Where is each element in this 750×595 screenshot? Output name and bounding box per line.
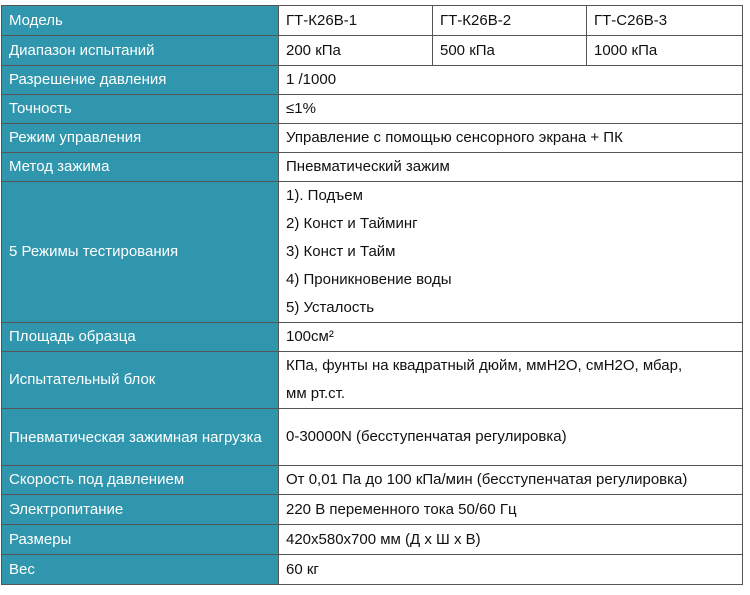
row-label-units: Испытательный блок [2, 352, 279, 409]
row-label-accuracy: Точность [2, 95, 279, 124]
load-label-line: нагрузка [201, 428, 262, 446]
row-label-weight: Вес [2, 555, 279, 585]
mode-item: 2) Конст и Тайминг [286, 215, 418, 232]
speed-value: От 0,01 Па до 100 кПа/мин (бесступенчатая регулировка) [279, 466, 743, 495]
units-line: мм рт.ст. [286, 385, 346, 402]
resolution-value: 1 /1000 [279, 66, 743, 95]
table-row-modes [2, 182, 743, 323]
range-value-3: 1000 кПа [587, 36, 743, 66]
area-value: 100см² [279, 323, 743, 352]
table-row-area [2, 323, 743, 352]
specifications-table [1, 5, 743, 585]
row-label-power: Электропитание [2, 495, 279, 525]
table-row-resolution [2, 66, 743, 95]
table-row-clamping [2, 153, 743, 182]
load-value: 0-30000N (бесступенчатая регулировка) [279, 409, 743, 466]
table-row-units [2, 352, 743, 409]
model-value-3: ГТ-С26В-3 [587, 6, 743, 36]
load-label-line: Пневматическая зажимная [9, 428, 198, 446]
table-row-control [2, 124, 743, 153]
row-label-dimensions: Размеры [2, 525, 279, 555]
row-label-model: Модель [2, 6, 279, 36]
mode-item: 4) Проникновение воды [286, 271, 452, 288]
table-row-accuracy [2, 95, 743, 124]
dimensions-value: 420x580x700 мм (Д х Ш х В) [279, 525, 743, 555]
table-row-power [2, 495, 743, 525]
range-value-1: 200 кПа [279, 36, 433, 66]
row-label-control: Режим управления [2, 124, 279, 153]
table-row-speed [2, 466, 743, 495]
row-label-area: Площадь образца [2, 323, 279, 352]
row-label-range: Диапазон испытаний [2, 36, 279, 66]
clamping-value: Пневматический зажим [279, 153, 743, 182]
modes-list [279, 182, 743, 323]
table-row-dimensions [2, 525, 743, 555]
row-label-modes: 5 Режимы тестирования [2, 182, 279, 323]
table-row-weight [2, 555, 743, 585]
mode-item: 1). Подъем [286, 187, 363, 204]
weight-value: 60 кг [279, 555, 743, 585]
range-value-2: 500 кПа [433, 36, 587, 66]
row-label-speed: Скорость под давлением [2, 466, 279, 495]
control-value: Управление с помощью сенсорного экрана + ПК [279, 124, 743, 153]
row-label-clamping: Метод зажима [2, 153, 279, 182]
units-line: КПа, фунты на квадратный дюйм, ммН2О, смН2О, мбар, [286, 357, 683, 374]
row-label-resolution: Разрешение давления [2, 66, 279, 95]
power-value: 220 В переменного тока 50/60 Гц [279, 495, 743, 525]
mode-item: 3) Конст и Тайм [286, 243, 396, 260]
row-label-load [2, 409, 279, 466]
model-value-2: ГТ-К26В-2 [433, 6, 587, 36]
model-value-1: ГТ-К26В-1 [279, 6, 433, 36]
table-row-range [2, 36, 743, 66]
table-row-model [2, 6, 743, 36]
units-value [279, 352, 743, 409]
mode-item: 5) Усталость [286, 299, 375, 316]
accuracy-value: ≤1% [279, 95, 743, 124]
table-row-load [2, 409, 743, 466]
